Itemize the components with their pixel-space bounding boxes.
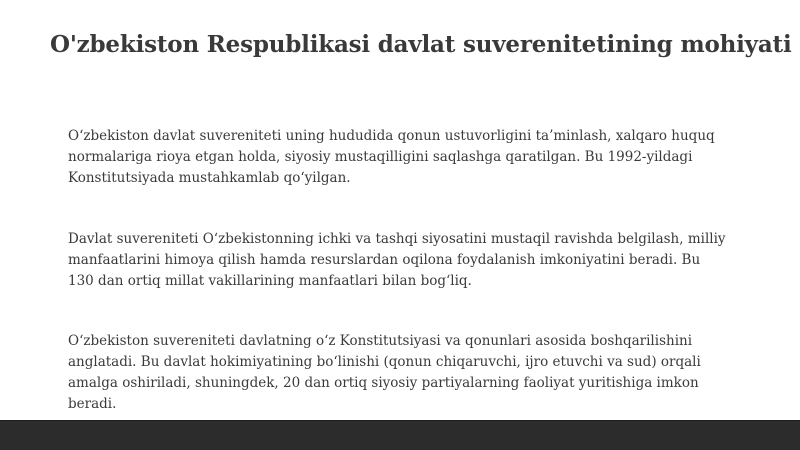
- slide-title: O'zbekiston Respublikasi davlat suverenitetining mohiyati: [50, 31, 792, 58]
- bottom-bar: [0, 420, 800, 450]
- paragraph-1: O‘zbekiston davlat suvereniteti uning hududida qonun ustuvorligini ta’minlash, xalqaro huquq normalariga rioya etgan holda, siyosiy mustaqilligini saqlashga qaratilgan. Bu 1992-yildagi Konstitutsiyada mustahkamlab qo‘yilgan.: [68, 128, 715, 186]
- paragraph-2: Davlat suvereniteti O‘zbekistonning ichki va tashqi siyosatini mustaqil ravishda belgilash, milliy manfaatlarini himoya qilish hamda resurslardan oqilona foydalanish imkoniyatini beradi. Bu 130 dan ortiq millat vakillarining manfaatlari bilan bog‘liq.: [68, 231, 726, 289]
- paragraph-3: O‘zbekiston suvereniteti davlatning o‘z Konstitutsiyasi va qonunlari asosida boshqarilishini anglatadi. Bu davlat hokimiyatining bo‘linishi (qonun chiqaruvchi, ijro etuvchi va sud) orqali amalga oshiriladi, shuningdek, 20 dan ortiq siyosiy partiyalarning faoliyat yuritishiga imkon beradi.: [68, 333, 701, 412]
